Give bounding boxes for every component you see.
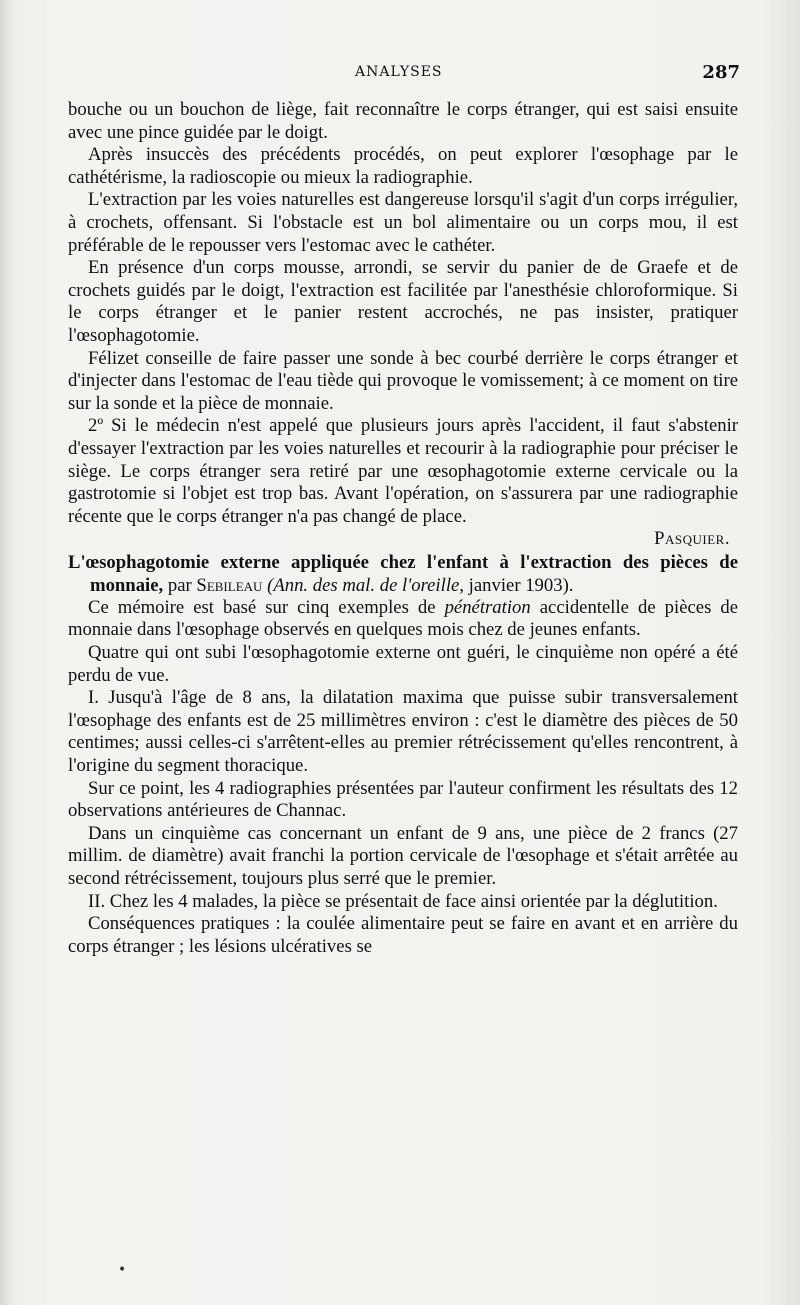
paragraph: En présence d'un corps mousse, arrondi, se servir du panier de de Graefe et de crochets guidés par le doigt, l'extraction est facilitée par l'anesthésie chloroformique. Si le corps étranger et le panier restent accrochés, ne pas insister, pratiquer l'œsophagotomie.	[68, 257, 738, 346]
paragraph: Dans un cinquième cas concernant un enfant de 9 ans, une pièce de 2 francs (27 millim. de diamètre) avait franchi la portion cervicale de l'œsophage et s'était arrêtée au second rétrécissement, toujours plus serré que le premier.	[68, 822, 738, 889]
paragraph: 2º Si le médecin n'est appelé que plusieurs jours après l'accident, il faut s'abstenir d'essayer l'extraction par les voies naturelles et recourir à la radiographie pour préciser le siège. Le corps étranger sera retiré par une œsophagotomie externe cervicale ou la gastrotomie si l'objet est trop bas. Avant l'opération, on s'assurera par une radiographie récente que le corps étranger n'a pas changé de place.	[68, 415, 738, 527]
running-head: ANALYSES	[355, 64, 443, 80]
article-title	[68, 551, 738, 597]
paragraph: bouche ou un bouchon de liège, fait reconnaître le corps étranger, qui est saisi ensuite avec une pince guidée par le doigt.	[68, 99, 738, 143]
signature: Pasquier.	[654, 528, 730, 550]
paragraph	[68, 597, 738, 642]
paragraph: Félizet conseille de faire passer une sonde à bec courbé derrière le corps étranger et d'injecter dans l'estomac de l'eau tiède qui provoque le vomissement; à ce moment on tire sur la sonde et la pièce de monnaie.	[68, 347, 738, 414]
paragraph-text: accidentelle de pièces de monnaie dans l'œsophage observés en quelques mois chez de jeunes enfants.	[68, 596, 739, 641]
ink-speck-mark: •	[118, 1262, 127, 1278]
paragraph: II. Chez les 4 malades, la pièce se présentait de face ainsi orientée par la déglutition.	[88, 890, 718, 912]
article-date: janvier 1903).	[468, 574, 574, 596]
article-journal: (Ann. des mal. de l'oreille,	[267, 574, 464, 596]
article-title-text: L'œsophagotomie externe appliquée chez l'enfant à l'extraction des pièces de monnaie,	[68, 551, 738, 596]
page-number: 287	[702, 62, 740, 83]
paragraph: L'extraction par les voies naturelles est dangereuse lorsqu'il s'agit d'un corps irrégulier, à crochets, offensant. Si l'obstacle est un bol alimentaire ou un corps mou, il est préférable de le repousser vers l'estomac avec le cathéter.	[68, 189, 738, 256]
paragraph: Après insuccès des précédents procédés, on peut explorer l'œsophage par le cathétérisme, la radioscopie ou mieux la radiographie.	[68, 144, 738, 188]
paragraph: Conséquences pratiques : la coulée alimentaire peut se faire en avant et en arrière du corps étranger ; les lésions ulcératives se	[68, 913, 738, 957]
page-header	[80, 62, 740, 88]
paragraph: Sur ce point, les 4 radiographies présentées par l'auteur confirment les résultats des 12 observations antérieures de Channac.	[68, 777, 738, 822]
body-text	[68, 99, 738, 958]
paragraph: I. Jusqu'à l'âge de 8 ans, la dilatation maxima que puisse subir transversalement l'œsophage des enfants est de 25 millimètres environ : c'est le diamètre des pièces de 50 centimes; aussi celles-ci s'arrêtent-elles au premier rétrécissement qu'elles rencontrent, à l'origine du segment thoracique.	[68, 687, 738, 777]
paragraph-text: Ce mémoire est basé sur cinq exemples de	[88, 596, 436, 618]
paragraph: Quatre qui ont subi l'œsophagotomie externe ont guéri, le cinquième non opéré a été perdu de vue.	[68, 642, 738, 686]
article-author: Sebileau	[196, 574, 263, 596]
emphasis: pénétration	[444, 596, 531, 618]
title-par: par	[167, 574, 192, 596]
